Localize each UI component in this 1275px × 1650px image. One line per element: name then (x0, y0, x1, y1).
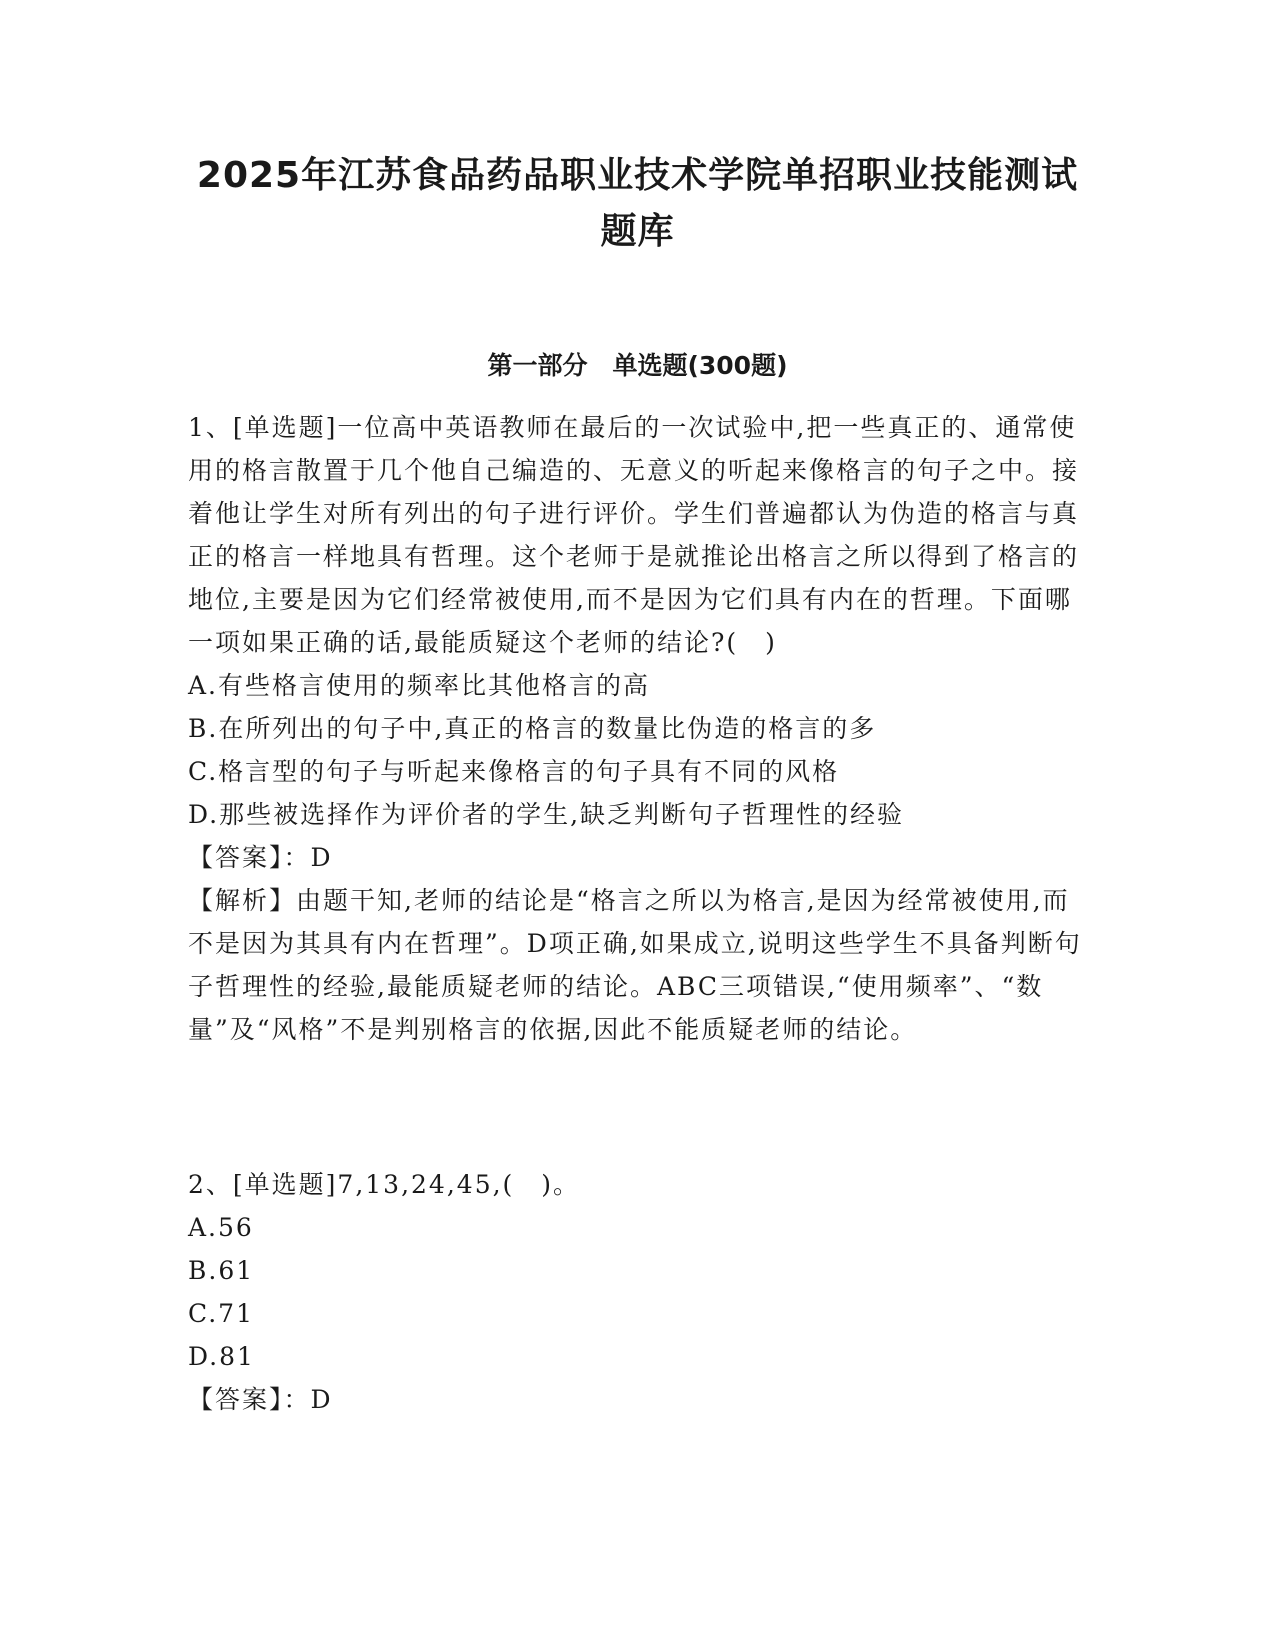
explanation: 【解析】由题干知,老师的结论是“格言之所以为格言,是因为经常被使用,而不是因为其具有内在哲理”。D项正确,如果成立,说明这些学生不具备判断句子哲理性的经验,最能质疑老师的结论。ABC三项错误,“使用频率”、“数量”及“风格”不是判别格言的依据,因此不能质疑老师的结论。 (188, 886, 1082, 1044)
question-1 (188, 406, 1088, 1051)
option-b: B.61 (188, 1256, 255, 1285)
title-line-2: 题库 (600, 211, 675, 252)
option-c: C.71 (188, 1299, 254, 1328)
title-line-1: 2025年江苏食品药品职业技术学院单招职业技能测试 (196, 155, 1079, 196)
question-stem: 2、[单选题]7,13,24,45,( )。 (188, 1170, 581, 1199)
option-c: C.格言型的句子与听起来像格言的句子具有不同的风格 (188, 757, 840, 786)
section-title: 第一部分 单选题(300题) (487, 351, 788, 380)
option-b: B.在所列出的句子中,真正的格言的数量比伪造的格言的多 (188, 714, 877, 743)
option-a: A.有些格言使用的频率比其他格言的高 (188, 671, 651, 700)
document-title (150, 148, 1125, 260)
answer: 【答案】：D (188, 843, 333, 872)
option-d: D.那些被选择作为评价者的学生,缺乏判断句子哲理性的经验 (188, 800, 905, 829)
answer: 【答案】：D (188, 1385, 333, 1414)
option-d: D.81 (188, 1342, 255, 1371)
question-2 (188, 1163, 1088, 1421)
question-stem: 1、[单选题]一位高中英语教师在最后的一次试验中,把一些真正的、通常使用的格言散置于几个他自己编造的、无意义的听起来像格言的句子之中。接着他让学生对所有列出的句子进行评价。学生们普遍都认为伪造的格言与真正的格言一样地具有哲理。这个老师于是就推论出格言之所以得到了格言的地位,主要是因为它们经常被使用,而不是因为它们具有内在的哲理。下面哪一项如果正确的话,最能质疑这个老师的结论?( ) (188, 413, 1080, 657)
option-a: A.56 (188, 1213, 254, 1242)
